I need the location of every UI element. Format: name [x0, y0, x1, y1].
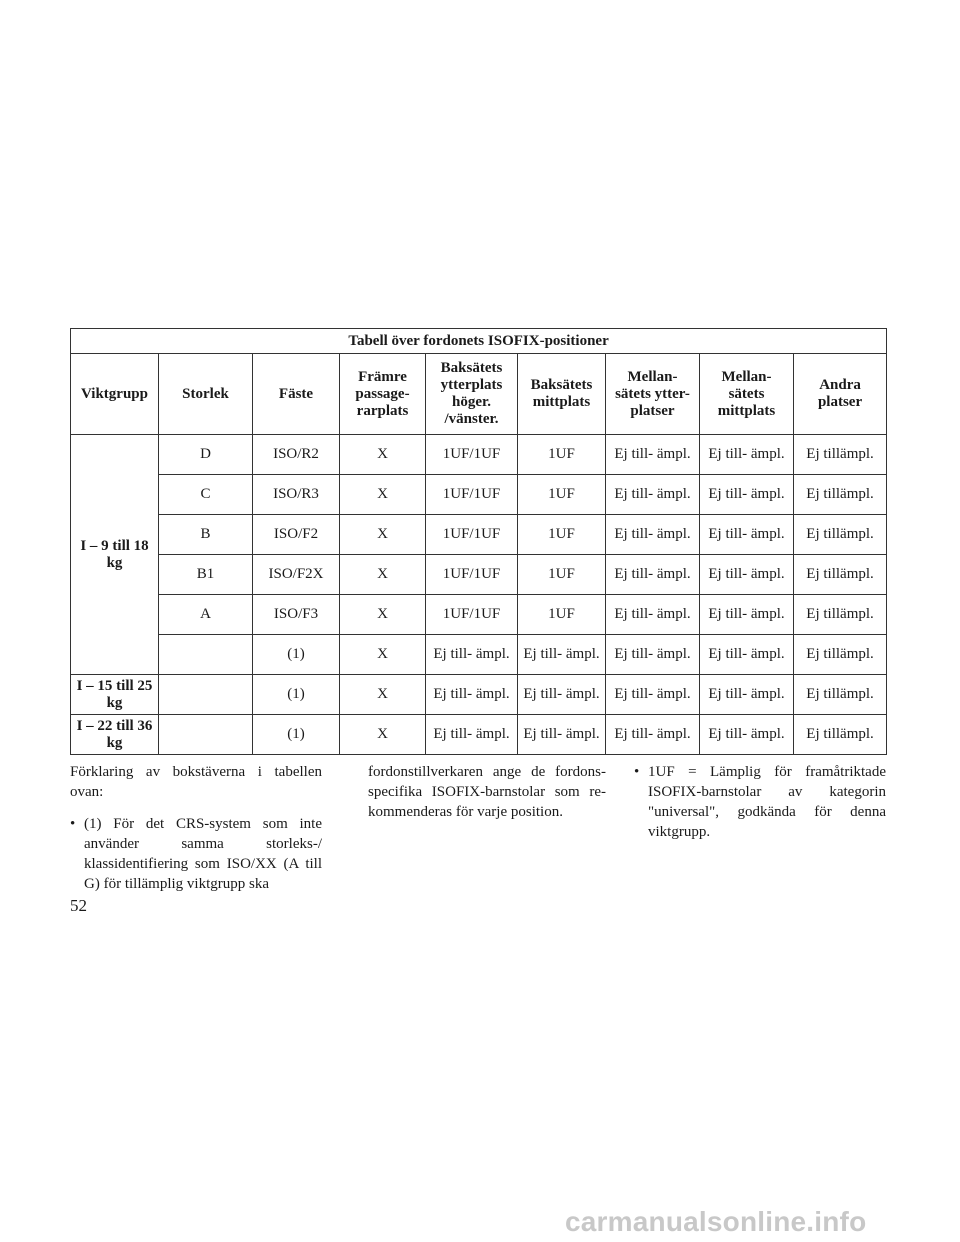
- column-header: Baksätets mittplats: [518, 354, 606, 435]
- table-row: [71, 475, 887, 515]
- legend-bullet-2: [634, 762, 886, 842]
- table-body: [71, 435, 887, 755]
- weight-group-cell: I – 9 till 18 kg: [71, 435, 159, 675]
- table-cell: 1UF/1UF: [426, 555, 518, 595]
- table-title: Tabell över fordonets ISOFIX-positioner: [71, 329, 887, 354]
- table-cell: Ej tillämpl.: [794, 555, 887, 595]
- table-cell: ISO/F2: [253, 515, 340, 555]
- table-cell: Ej till- ämpl.: [700, 435, 794, 475]
- table-cell: [159, 715, 253, 755]
- table-cell: Ej till- ämpl.: [606, 635, 700, 675]
- isofix-positions-table: [70, 328, 887, 755]
- table-cell: B1: [159, 555, 253, 595]
- table-cell: A: [159, 595, 253, 635]
- legend-bullet-1: [70, 814, 322, 894]
- table-cell: ISO/F2X: [253, 555, 340, 595]
- table-cell: 1UF: [518, 435, 606, 475]
- table-cell: Ej tillämpl.: [794, 715, 887, 755]
- weight-group-cell: I – 22 till 36 kg: [71, 715, 159, 755]
- table-row: [71, 515, 887, 555]
- table-cell: Ej till- ämpl.: [606, 715, 700, 755]
- weight-group-cell: I – 15 till 25 kg: [71, 675, 159, 715]
- watermark-text: carmanualsonline.info: [565, 1206, 867, 1237]
- table-cell: X: [340, 555, 426, 595]
- table-row: [71, 715, 887, 755]
- table-row: [71, 675, 887, 715]
- column-header: Storlek: [159, 354, 253, 435]
- table-cell: 1UF/1UF: [426, 515, 518, 555]
- table-header-row: [71, 354, 887, 435]
- table-cell: Ej till- ämpl.: [518, 715, 606, 755]
- text-column-2: [354, 762, 606, 834]
- table-cell: 1UF: [518, 515, 606, 555]
- column-header: Främre passage- rarplats: [340, 354, 426, 435]
- column-header: Viktgrupp: [71, 354, 159, 435]
- table-cell: Ej till- ämpl.: [606, 515, 700, 555]
- table-cell: Ej tillämpl.: [794, 435, 887, 475]
- table-cell: X: [340, 635, 426, 675]
- table-cell: Ej till- ämpl.: [426, 715, 518, 755]
- table-cell: 1UF/1UF: [426, 595, 518, 635]
- table-cell: B: [159, 515, 253, 555]
- table-cell: 1UF/1UF: [426, 475, 518, 515]
- text-column-1: [70, 762, 322, 894]
- table-cell: Ej till- ämpl.: [700, 595, 794, 635]
- table-cell: 1UF: [518, 595, 606, 635]
- table-cell: Ej till- ämpl.: [700, 475, 794, 515]
- table-cell: Ej tillämpl.: [794, 515, 887, 555]
- table-cell: Ej tillämpl.: [794, 635, 887, 675]
- table-cell: X: [340, 435, 426, 475]
- table-cell: X: [340, 515, 426, 555]
- column-header: Fäste: [253, 354, 340, 435]
- table-cell: ISO/R2: [253, 435, 340, 475]
- table-cell: Ej till- ämpl.: [606, 475, 700, 515]
- table-cell: (1): [253, 675, 340, 715]
- table-cell: 1UF: [518, 555, 606, 595]
- table-row: [71, 635, 887, 675]
- table-cell: [159, 635, 253, 675]
- table-cell: ISO/R3: [253, 475, 340, 515]
- legend-intro: Förklaring av bokstäverna i tabellen ovan:: [70, 764, 322, 800]
- table-cell: Ej till- ämpl.: [606, 595, 700, 635]
- legend-bullet-1-continuation: fordonstillverkaren ange de fordons- specifika ISOFIX-barnstolar som re- kommenderas för varje position.: [368, 764, 606, 820]
- table-cell: Ej till- ämpl.: [700, 715, 794, 755]
- page-number: 52: [70, 896, 87, 915]
- table-cell: Ej till- ämpl.: [606, 435, 700, 475]
- bullet-dot-icon: •: [634, 764, 640, 780]
- table-cell: Ej till- ämpl.: [606, 675, 700, 715]
- table-cell: C: [159, 475, 253, 515]
- table-cell: Ej tillämpl.: [794, 675, 887, 715]
- table-cell: D: [159, 435, 253, 475]
- table-cell: Ej till- ämpl.: [426, 675, 518, 715]
- table-cell: 1UF/1UF: [426, 435, 518, 475]
- table-cell: ISO/F3: [253, 595, 340, 635]
- table-cell: X: [340, 595, 426, 635]
- table-cell: X: [340, 675, 426, 715]
- column-header: Baksätets ytterplats höger. /vänster.: [426, 354, 518, 435]
- table-cell: Ej till- ämpl.: [518, 635, 606, 675]
- table-cell: X: [340, 715, 426, 755]
- bullet-dot-icon: •: [70, 816, 76, 832]
- legend-bullet-1-text: (1) För det CRS-system som inte använder samma storleks-/ klassidentifiering som ISO/XX (A till G) för tillämplig viktgrupp ska: [84, 816, 322, 892]
- table-cell: Ej till- ämpl.: [700, 635, 794, 675]
- text-column-3: [634, 762, 886, 842]
- table-cell: (1): [253, 635, 340, 675]
- table-row: [71, 595, 887, 635]
- table-cell: Ej till- ämpl.: [426, 635, 518, 675]
- table-cell: Ej till- ämpl.: [700, 515, 794, 555]
- table-cell: Ej till- ämpl.: [700, 675, 794, 715]
- table-cell: Ej till- ämpl.: [700, 555, 794, 595]
- table-cell: Ej till- ämpl.: [518, 675, 606, 715]
- table-cell: X: [340, 475, 426, 515]
- table-cell: Ej tillämpl.: [794, 595, 887, 635]
- legend-bullet-2-text: 1UF = Lämplig för framåtriktade ISOFIX-barnstolar av kategorin "universal", godkända för denna viktgrupp.: [648, 764, 886, 840]
- column-header: Andra platser: [794, 354, 887, 435]
- column-header: Mellan- sätets ytter- platser: [606, 354, 700, 435]
- column-header: Mellan- sätets mittplats: [700, 354, 794, 435]
- table-cell: [159, 675, 253, 715]
- table-cell: 1UF: [518, 475, 606, 515]
- table-row: [71, 555, 887, 595]
- table-cell: Ej till- ämpl.: [606, 555, 700, 595]
- table-row: [71, 435, 887, 475]
- table-cell: Ej tillämpl.: [794, 475, 887, 515]
- table-cell: (1): [253, 715, 340, 755]
